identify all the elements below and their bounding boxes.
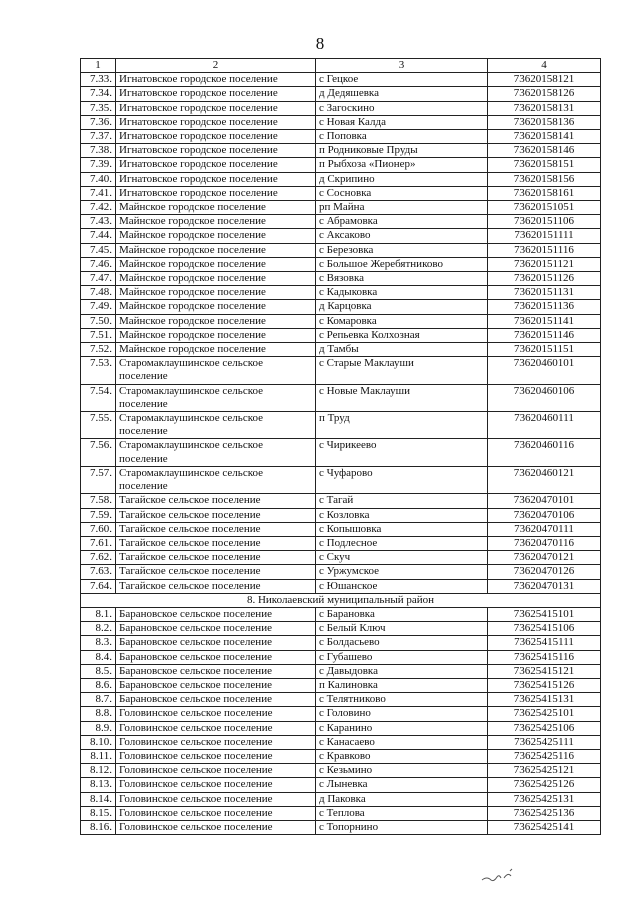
row-number: 7.53. xyxy=(81,357,116,384)
table-row xyxy=(81,343,601,357)
oktmo-code: 73620460116 xyxy=(488,439,601,466)
locality-name: с Старые Маклауши xyxy=(316,357,488,384)
settlement-name: Барановское сельское поселение xyxy=(116,693,316,707)
table-row xyxy=(81,579,601,593)
row-number: 7.44. xyxy=(81,229,116,243)
locality-name: с Загоскино xyxy=(316,101,488,115)
table-row xyxy=(81,158,601,172)
settlement-name: Тагайское сельское поселение xyxy=(116,551,316,565)
table-row xyxy=(81,778,601,792)
settlement-name: Игнатовское городское поселение xyxy=(116,144,316,158)
row-number: 7.41. xyxy=(81,186,116,200)
oktmo-code: 73620151151 xyxy=(488,343,601,357)
oktmo-code: 73620470116 xyxy=(488,536,601,550)
settlement-name: Старомаклаушинское сельское поселение xyxy=(116,412,316,439)
oktmo-code: 73620158126 xyxy=(488,87,601,101)
settlement-name: Майнское городское поселение xyxy=(116,286,316,300)
oktmo-code: 73625425101 xyxy=(488,707,601,721)
locality-name: с Скуч xyxy=(316,551,488,565)
locality-name: с Большое Жеребятниково xyxy=(316,257,488,271)
row-number: 7.61. xyxy=(81,536,116,550)
row-number: 7.35. xyxy=(81,101,116,115)
settlement-name: Старомаклаушинское сельское поселение xyxy=(116,439,316,466)
table-body xyxy=(81,73,601,835)
row-number: 7.59. xyxy=(81,508,116,522)
settlement-name: Головинское сельское поселение xyxy=(116,778,316,792)
oktmo-code: 73620151141 xyxy=(488,314,601,328)
oktmo-code: 73625415116 xyxy=(488,650,601,664)
table-row xyxy=(81,764,601,778)
locality-name: с Сосновка xyxy=(316,186,488,200)
settlement-name: Головинское сельское поселение xyxy=(116,707,316,721)
table-row xyxy=(81,300,601,314)
settlement-name: Майнское городское поселение xyxy=(116,328,316,342)
oktmo-code: 73620158146 xyxy=(488,144,601,158)
row-number: 7.52. xyxy=(81,343,116,357)
table-row xyxy=(81,664,601,678)
settlement-name: Игнатовское городское поселение xyxy=(116,158,316,172)
column-header-2: 2 xyxy=(116,59,316,73)
locality-name: с Подлесное xyxy=(316,536,488,550)
locality-name: с Аксаково xyxy=(316,229,488,243)
locality-name: д Карцовка xyxy=(316,300,488,314)
locality-name: с Топорнино xyxy=(316,820,488,834)
row-number: 8.1. xyxy=(81,607,116,621)
settlement-name: Майнское городское поселение xyxy=(116,201,316,215)
oktmo-code: 73620470121 xyxy=(488,551,601,565)
table-row xyxy=(81,314,601,328)
table-row xyxy=(81,101,601,115)
oktmo-code: 73620158161 xyxy=(488,186,601,200)
locality-name: с Кадыковка xyxy=(316,286,488,300)
oktmo-code: 73620158141 xyxy=(488,130,601,144)
locality-name: с Давыдовка xyxy=(316,664,488,678)
table-row xyxy=(81,678,601,692)
table-row xyxy=(81,693,601,707)
table-row xyxy=(81,494,601,508)
settlement-name: Майнское городское поселение xyxy=(116,257,316,271)
row-number: 8.5. xyxy=(81,664,116,678)
settlement-name: Майнское городское поселение xyxy=(116,229,316,243)
row-number: 7.56. xyxy=(81,439,116,466)
table-row xyxy=(81,820,601,834)
locality-name: с Болдасьево xyxy=(316,636,488,650)
table-row xyxy=(81,622,601,636)
oktmo-code: 73620470101 xyxy=(488,494,601,508)
row-number: 8.3. xyxy=(81,636,116,650)
oktmo-code: 73620158151 xyxy=(488,158,601,172)
row-number: 7.60. xyxy=(81,522,116,536)
table-row xyxy=(81,243,601,257)
row-number: 7.58. xyxy=(81,494,116,508)
locality-name: с Козловка xyxy=(316,508,488,522)
locality-name: п Труд xyxy=(316,412,488,439)
settlement-name: Игнатовское городское поселение xyxy=(116,87,316,101)
locality-name: с Уржумское xyxy=(316,565,488,579)
oktmo-code: 73620151126 xyxy=(488,272,601,286)
oktmo-code: 73625425106 xyxy=(488,721,601,735)
oktmo-code: 73625425141 xyxy=(488,820,601,834)
oktmo-code: 73625425111 xyxy=(488,735,601,749)
table-row xyxy=(81,144,601,158)
table-row xyxy=(81,115,601,129)
table-row xyxy=(81,551,601,565)
table-row xyxy=(81,607,601,621)
settlement-name: Игнатовское городское поселение xyxy=(116,73,316,87)
settlement-name: Тагайское сельское поселение xyxy=(116,579,316,593)
row-number: 8.6. xyxy=(81,678,116,692)
settlement-name: Тагайское сельское поселение xyxy=(116,508,316,522)
table-row xyxy=(81,636,601,650)
row-number: 8.16. xyxy=(81,820,116,834)
table-row xyxy=(81,328,601,342)
handwritten-mark xyxy=(480,868,520,884)
row-number: 7.55. xyxy=(81,412,116,439)
settlement-name: Тагайское сельское поселение xyxy=(116,522,316,536)
row-number: 7.64. xyxy=(81,579,116,593)
settlement-name: Головинское сельское поселение xyxy=(116,735,316,749)
locality-name: рп Майна xyxy=(316,201,488,215)
table-row xyxy=(81,749,601,763)
locality-name: с Комаровка xyxy=(316,314,488,328)
table-row xyxy=(81,172,601,186)
oktmo-code: 73620470111 xyxy=(488,522,601,536)
table-row xyxy=(81,357,601,384)
locality-name: п Рыбхоза «Пионер» xyxy=(316,158,488,172)
oktmo-code: 73620151116 xyxy=(488,243,601,257)
oktmo-code: 73620460101 xyxy=(488,357,601,384)
settlement-name: Головинское сельское поселение xyxy=(116,792,316,806)
locality-name: с Репьевка Колхозная xyxy=(316,328,488,342)
locality-name: с Барановка xyxy=(316,607,488,621)
row-number: 8.10. xyxy=(81,735,116,749)
settlement-name: Старомаклаушинское сельское поселение xyxy=(116,384,316,411)
table-row xyxy=(81,272,601,286)
locality-name: с Новая Калда xyxy=(316,115,488,129)
row-number: 7.49. xyxy=(81,300,116,314)
row-number: 7.34. xyxy=(81,87,116,101)
table-row xyxy=(81,735,601,749)
locality-name: п Родниковые Пруды xyxy=(316,144,488,158)
oktmo-code: 73625425116 xyxy=(488,749,601,763)
locality-name: с Тагай xyxy=(316,494,488,508)
locality-name: с Кезьмино xyxy=(316,764,488,778)
row-number: 8.9. xyxy=(81,721,116,735)
table-row xyxy=(81,721,601,735)
table-row xyxy=(81,522,601,536)
table-row xyxy=(81,201,601,215)
locality-name: с Березовка xyxy=(316,243,488,257)
oktmo-code: 73625415126 xyxy=(488,678,601,692)
locality-name: с Абрамовка xyxy=(316,215,488,229)
row-number: 7.48. xyxy=(81,286,116,300)
row-number: 8.4. xyxy=(81,650,116,664)
table-row xyxy=(81,384,601,411)
oktmo-code: 73625415111 xyxy=(488,636,601,650)
oktmo-code: 73620460121 xyxy=(488,466,601,493)
table-row xyxy=(81,215,601,229)
row-number: 7.40. xyxy=(81,172,116,186)
locality-name: д Тамбы xyxy=(316,343,488,357)
oktmo-code: 73625415106 xyxy=(488,622,601,636)
oktmo-code: 73620151106 xyxy=(488,215,601,229)
table-row xyxy=(81,806,601,820)
settlement-name: Барановское сельское поселение xyxy=(116,664,316,678)
row-number: 8.14. xyxy=(81,792,116,806)
table-row xyxy=(81,257,601,271)
settlement-name: Головинское сельское поселение xyxy=(116,820,316,834)
locality-name: с Головино xyxy=(316,707,488,721)
locality-name: с Гецкое xyxy=(316,73,488,87)
locality-name: с Копышовка xyxy=(316,522,488,536)
oktmo-code: 73620158156 xyxy=(488,172,601,186)
oktmo-code: 73620158121 xyxy=(488,73,601,87)
settlement-name: Барановское сельское поселение xyxy=(116,607,316,621)
table-header-row xyxy=(81,59,601,73)
table-row xyxy=(81,186,601,200)
settlement-name: Игнатовское городское поселение xyxy=(116,101,316,115)
row-number: 7.57. xyxy=(81,466,116,493)
section-header-row xyxy=(81,593,601,607)
oktmo-code: 73625425121 xyxy=(488,764,601,778)
row-number: 7.37. xyxy=(81,130,116,144)
locality-name: с Лыневка xyxy=(316,778,488,792)
table-row xyxy=(81,792,601,806)
table-row xyxy=(81,412,601,439)
locality-name: с Юшанское xyxy=(316,579,488,593)
settlement-name: Тагайское сельское поселение xyxy=(116,536,316,550)
row-number: 8.11. xyxy=(81,749,116,763)
row-number: 7.46. xyxy=(81,257,116,271)
table-row xyxy=(81,707,601,721)
locality-name: с Каранино xyxy=(316,721,488,735)
oktmo-code: 73620151136 xyxy=(488,300,601,314)
table-row xyxy=(81,439,601,466)
column-header-1: 1 xyxy=(81,59,116,73)
settlement-name: Игнатовское городское поселение xyxy=(116,130,316,144)
settlement-name: Игнатовское городское поселение xyxy=(116,172,316,186)
oktmo-code: 73620151121 xyxy=(488,257,601,271)
locality-name: с Чуфарово xyxy=(316,466,488,493)
row-number: 7.47. xyxy=(81,272,116,286)
table-row xyxy=(81,229,601,243)
row-number: 8.12. xyxy=(81,764,116,778)
row-number: 7.62. xyxy=(81,551,116,565)
oktmo-code: 73620460111 xyxy=(488,412,601,439)
locality-name: д Дедяшевка xyxy=(316,87,488,101)
locality-name: д Скрипино xyxy=(316,172,488,186)
row-number: 8.2. xyxy=(81,622,116,636)
row-number: 8.13. xyxy=(81,778,116,792)
settlement-name: Головинское сельское поселение xyxy=(116,749,316,763)
settlement-name: Старомаклаушинское сельское поселение xyxy=(116,357,316,384)
row-number: 7.63. xyxy=(81,565,116,579)
locality-name: д Паковка xyxy=(316,792,488,806)
oktmo-code: 73625425136 xyxy=(488,806,601,820)
oktmo-code: 73620158136 xyxy=(488,115,601,129)
settlement-name: Тагайское сельское поселение xyxy=(116,565,316,579)
oktmo-code: 73625415121 xyxy=(488,664,601,678)
settlement-name: Головинское сельское поселение xyxy=(116,806,316,820)
row-number: 8.8. xyxy=(81,707,116,721)
locality-name: с Канасаево xyxy=(316,735,488,749)
oktmo-code: 73620151111 xyxy=(488,229,601,243)
settlement-name: Барановское сельское поселение xyxy=(116,622,316,636)
row-number: 7.51. xyxy=(81,328,116,342)
row-number: 7.39. xyxy=(81,158,116,172)
locality-name: с Новые Маклауши xyxy=(316,384,488,411)
settlement-name: Майнское городское поселение xyxy=(116,314,316,328)
oktmo-code: 73620470131 xyxy=(488,579,601,593)
row-number: 8.15. xyxy=(81,806,116,820)
oktmo-code: 73620158131 xyxy=(488,101,601,115)
row-number: 8.7. xyxy=(81,693,116,707)
row-number: 7.54. xyxy=(81,384,116,411)
settlement-name: Барановское сельское поселение xyxy=(116,678,316,692)
table-row xyxy=(81,536,601,550)
oktmo-code: 73620470106 xyxy=(488,508,601,522)
settlement-name: Майнское городское поселение xyxy=(116,300,316,314)
locality-name: с Губашево xyxy=(316,650,488,664)
settlement-name: Игнатовское городское поселение xyxy=(116,186,316,200)
row-number: 7.36. xyxy=(81,115,116,129)
locality-name: п Калиновка xyxy=(316,678,488,692)
locality-name: с Теплова xyxy=(316,806,488,820)
settlement-name: Майнское городское поселение xyxy=(116,243,316,257)
table-row xyxy=(81,650,601,664)
oktmo-code: 73620460106 xyxy=(488,384,601,411)
oktmo-code: 73620151131 xyxy=(488,286,601,300)
locality-name: с Поповка xyxy=(316,130,488,144)
row-number: 7.33. xyxy=(81,73,116,87)
settlement-name: Барановское сельское поселение xyxy=(116,650,316,664)
table-row xyxy=(81,466,601,493)
locality-name: с Вязовка xyxy=(316,272,488,286)
column-header-4: 4 xyxy=(488,59,601,73)
settlement-name: Тагайское сельское поселение xyxy=(116,494,316,508)
oktmo-code: 73620151146 xyxy=(488,328,601,342)
settlement-name: Головинское сельское поселение xyxy=(116,721,316,735)
oktmo-code: 73620151051 xyxy=(488,201,601,215)
section-title: 8. Николаевский муниципальный район xyxy=(81,593,601,607)
settlement-name: Майнское городское поселение xyxy=(116,215,316,229)
row-number: 7.50. xyxy=(81,314,116,328)
settlement-name: Игнатовское городское поселение xyxy=(116,115,316,129)
oktmo-code: 73625425126 xyxy=(488,778,601,792)
locality-name: с Телятниково xyxy=(316,693,488,707)
oktmo-code: 73625415131 xyxy=(488,693,601,707)
page-number: 8 xyxy=(315,34,325,53)
table-row xyxy=(81,565,601,579)
column-header-3: 3 xyxy=(316,59,488,73)
oktmo-code: 73625415101 xyxy=(488,607,601,621)
oktmo-code: 73620470126 xyxy=(488,565,601,579)
table-row xyxy=(81,73,601,87)
locality-name: с Белый Ключ xyxy=(316,622,488,636)
row-number: 7.45. xyxy=(81,243,116,257)
settlement-name: Майнское городское поселение xyxy=(116,272,316,286)
settlements-table xyxy=(80,58,601,835)
row-number: 7.38. xyxy=(81,144,116,158)
table-row xyxy=(81,286,601,300)
settlement-name: Майнское городское поселение xyxy=(116,343,316,357)
table-row xyxy=(81,130,601,144)
settlement-name: Старомаклаушинское сельское поселение xyxy=(116,466,316,493)
settlement-name: Барановское сельское поселение xyxy=(116,636,316,650)
locality-name: с Чирикеево xyxy=(316,439,488,466)
table-row xyxy=(81,508,601,522)
table-row xyxy=(81,87,601,101)
row-number: 7.42. xyxy=(81,201,116,215)
locality-name: с Кравково xyxy=(316,749,488,763)
settlement-name: Головинское сельское поселение xyxy=(116,764,316,778)
oktmo-code: 73625425131 xyxy=(488,792,601,806)
row-number: 7.43. xyxy=(81,215,116,229)
